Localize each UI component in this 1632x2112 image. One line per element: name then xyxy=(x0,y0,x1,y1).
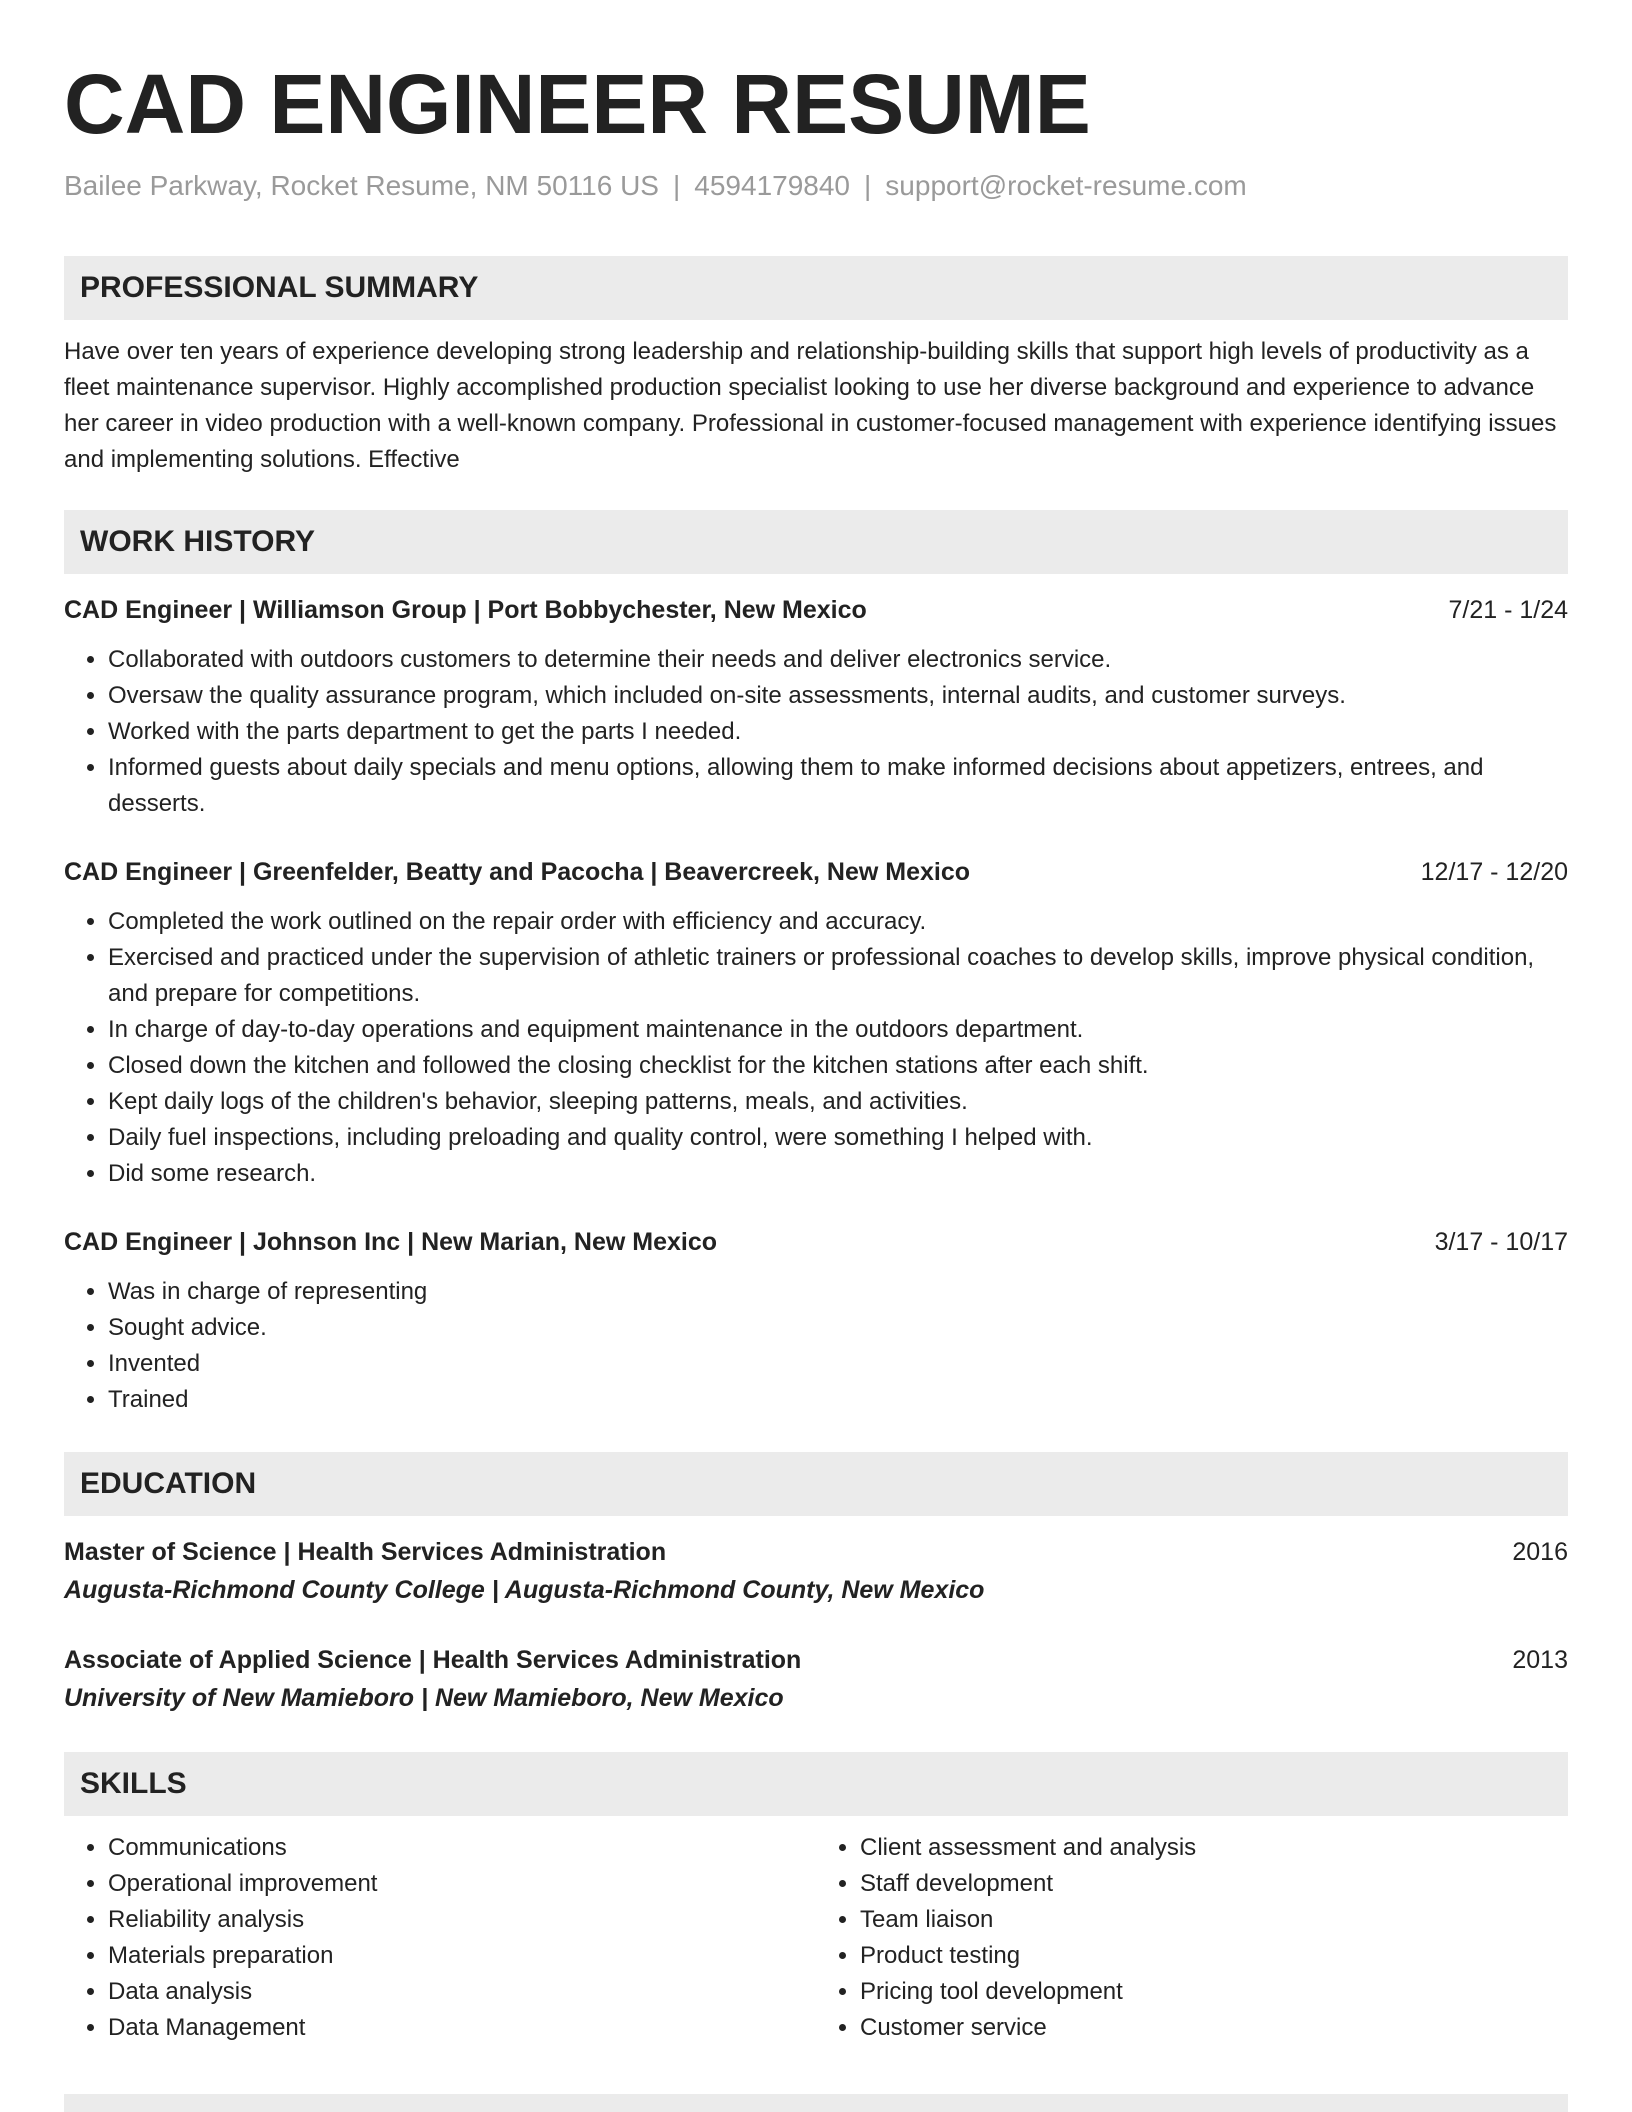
skills-columns xyxy=(64,1830,1568,2046)
next-section-header-bar xyxy=(64,2094,1568,2112)
job-bullet: • Invented xyxy=(108,1346,1568,1382)
job-bullet: • Exercised and practiced under the supervision of athletic trainers or professional coaches to develop skills, improve physical condition, and prepare for competitions. xyxy=(108,940,1568,1012)
job-bullet: • Completed the work outlined on the repair order with efficiency and accuracy. xyxy=(108,904,1568,940)
education-school: University of New Mamieboro | New Mamieboro, New Mexico xyxy=(64,1684,784,1712)
job-bullet: • Trained xyxy=(108,1382,1568,1418)
job-bullet: • Worked with the parts department to get the parts I needed. xyxy=(108,714,1568,750)
job-dates: 3/17 - 10/17 xyxy=(1434,1228,1568,1256)
job-entry xyxy=(64,592,1568,822)
education-degree: Master of Science | Health Services Administration xyxy=(64,1538,667,1566)
skills-list xyxy=(816,1830,1568,2046)
job-bullet: • Collaborated with outdoors customers to determine their needs and deliver electronics service. xyxy=(108,642,1568,678)
skill-item: • Customer service xyxy=(860,2010,1568,2046)
skill-item: • Team liaison xyxy=(860,1902,1568,1938)
job-heading-row xyxy=(64,1224,1568,1260)
skill-item: • Product testing xyxy=(860,1938,1568,1974)
contact-email: support@rocket-resume.com xyxy=(885,170,1247,201)
job-dates: 7/21 - 1/24 xyxy=(1448,596,1568,624)
section-header-work-history: WORK HISTORY xyxy=(64,510,1568,574)
skill-item: • Operational improvement xyxy=(108,1866,816,1902)
section-header-skills: SKILLS xyxy=(64,1752,1568,1816)
education-year: 2016 xyxy=(1512,1538,1568,1566)
job-heading: CAD Engineer | Johnson Inc | New Marian, New Mexico xyxy=(64,1228,718,1256)
job-heading: CAD Engineer | Williamson Group | Port Bobbychester, New Mexico xyxy=(64,596,867,624)
skills-list xyxy=(64,1830,816,2046)
job-bullet: • Sought advice. xyxy=(108,1310,1568,1346)
education-year: 2013 xyxy=(1512,1646,1568,1674)
skill-item: • Communications xyxy=(108,1830,816,1866)
summary-text: Have over ten years of experience developing strong leadership and relationship-building skills that support high levels of productivity as a fleet maintenance supervisor. Highly accomplished production specialist looking to use her diverse background and experience to advance her career in video production with a well-known company. Professional in customer-focused management with experience identifying issues and implementing solutions. Effective xyxy=(64,338,1557,473)
education-heading-row xyxy=(64,1642,1568,1678)
education-heading-row xyxy=(64,1534,1568,1570)
job-bullets xyxy=(64,642,1568,822)
skill-item: • Client assessment and analysis xyxy=(860,1830,1568,1866)
job-heading: CAD Engineer | Greenfelder, Beatty and Pacocha | Beavercreek, New Mexico xyxy=(64,858,971,886)
contact-separator: | xyxy=(673,170,681,201)
skill-item: • Materials preparation xyxy=(108,1938,816,1974)
job-bullet: • Did some research. xyxy=(108,1156,1568,1192)
job-bullet: • Closed down the kitchen and followed the closing checklist for the kitchen stations after each shift. xyxy=(108,1048,1568,1084)
job-bullet: • Was in charge of representing xyxy=(108,1274,1568,1310)
job-entry xyxy=(64,854,1568,1192)
section-header-summary: PROFESSIONAL SUMMARY xyxy=(64,256,1568,320)
contact-line xyxy=(64,166,1568,206)
education-degree: Associate of Applied Science | Health Services Administration xyxy=(64,1646,802,1674)
skill-item: • Reliability analysis xyxy=(108,1902,816,1938)
job-bullet: • Informed guests about daily specials and menu options, allowing them to make informed decisions about appetizers, entrees, and desserts. xyxy=(108,750,1568,822)
contact-separator: | xyxy=(864,170,872,201)
job-heading-row xyxy=(64,854,1568,890)
education-entry xyxy=(64,1534,1568,1608)
education-entry xyxy=(64,1642,1568,1716)
resume-title: CAD ENGINEER RESUME xyxy=(64,57,1091,151)
job-dates: 12/17 - 12/20 xyxy=(1420,858,1568,886)
job-heading-row xyxy=(64,592,1568,628)
skill-item: • Pricing tool development xyxy=(860,1974,1568,2010)
contact-phone: 4594179840 xyxy=(694,170,851,201)
section-header-education: EDUCATION xyxy=(64,1452,1568,1516)
contact-address: Bailee Parkway, Rocket Resume, NM 50116 US xyxy=(64,170,659,201)
job-bullet: • Daily fuel inspections, including preloading and quality control, were something I helped with. xyxy=(108,1120,1568,1156)
skill-item: • Data analysis xyxy=(108,1974,816,2010)
job-bullets xyxy=(64,1274,1568,1418)
job-bullet: • In charge of day-to-day operations and equipment maintenance in the outdoors department. xyxy=(108,1012,1568,1048)
job-bullets xyxy=(64,904,1568,1192)
skills-column-right xyxy=(816,1830,1568,2046)
job-entry xyxy=(64,1224,1568,1418)
skills-column-left xyxy=(64,1830,816,2046)
skill-item: • Staff development xyxy=(860,1866,1568,1902)
education-school: Augusta-Richmond County College | Augusta-Richmond County, New Mexico xyxy=(64,1576,985,1604)
job-bullet: • Oversaw the quality assurance program, which included on-site assessments, internal audits, and customer surveys. xyxy=(108,678,1568,714)
job-bullet: • Kept daily logs of the children's behavior, sleeping patterns, meals, and activities. xyxy=(108,1084,1568,1120)
skill-item: • Data Management xyxy=(108,2010,816,2046)
